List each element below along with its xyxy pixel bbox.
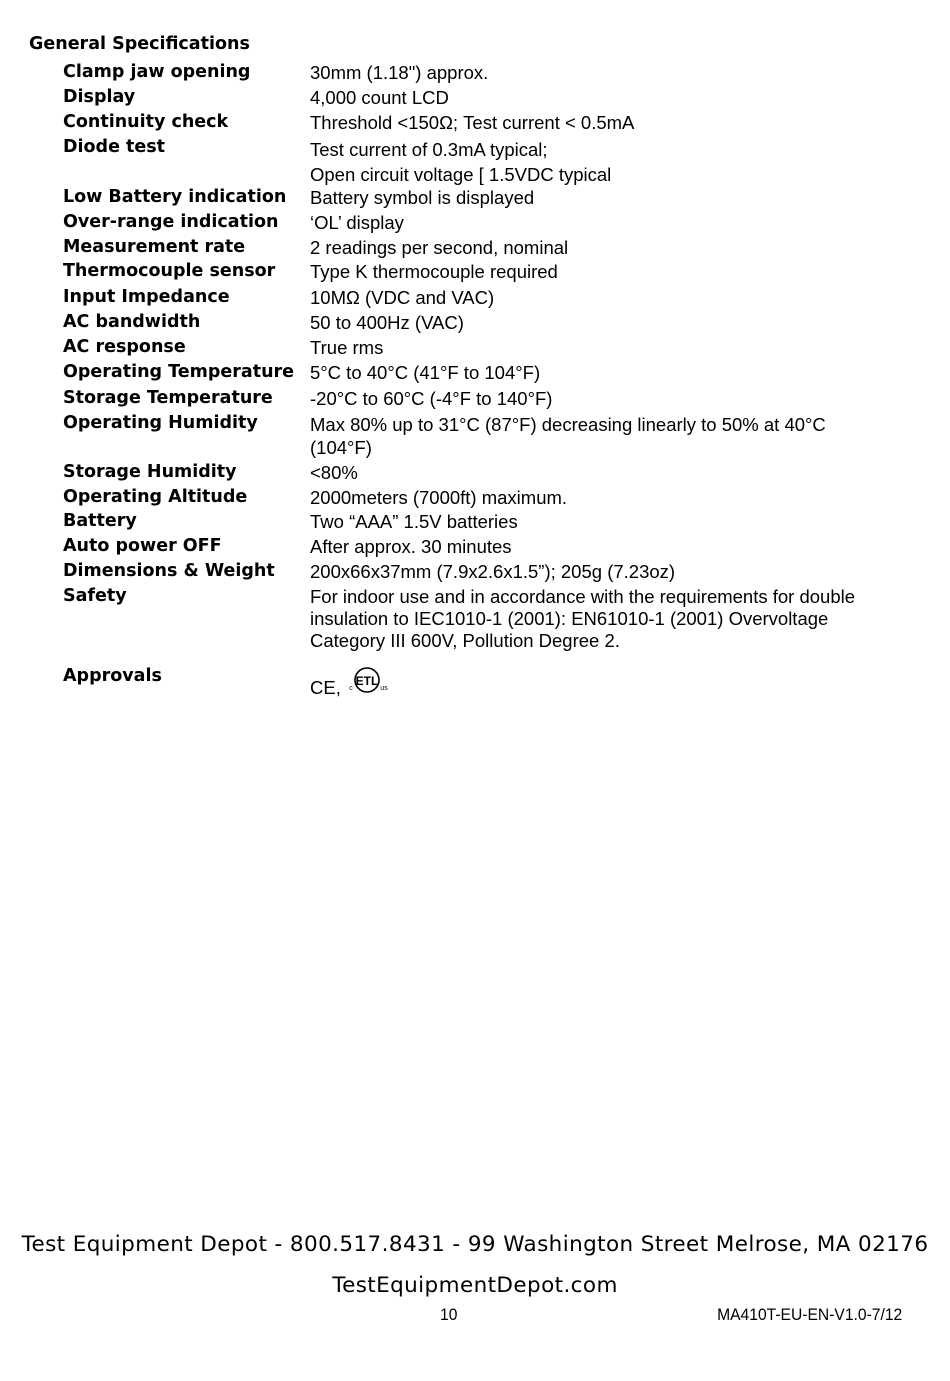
spec-value (310, 187, 900, 209)
svg-text:ETL: ETL (355, 674, 379, 688)
spec-value-line: 2 readings per second, nominal (310, 237, 569, 258)
spec-value-line: For indoor use and in accordance with the requirements for double (310, 586, 856, 607)
spec-value (310, 666, 900, 699)
spec-value-line: -20°C to 60°C (-4°F to 140°F) (310, 388, 553, 409)
spec-label: Storage Humidity (63, 462, 237, 482)
spec-value-line: Open circuit voltage [ 1.5VDC typical (310, 164, 612, 185)
spec-value-line: insulation to IEC1010-1 (2001): EN61010-1 (2001) Overvoltage (310, 608, 829, 629)
spec-value-line: Type K thermocouple required (310, 261, 558, 282)
spec-label: Low Battery indication (63, 187, 287, 207)
spec-value (310, 362, 900, 384)
spec-value-line: Threshold <150Ω; Test current < 0.5mA (310, 112, 635, 133)
spec-value (310, 487, 900, 509)
spec-value (310, 536, 900, 558)
document-code: MA410T-EU-EN-V1.0-7/12 (716, 1305, 902, 1324)
spec-value (310, 87, 900, 109)
spec-value (310, 212, 900, 234)
spec-value (310, 312, 900, 334)
spec-value-line: Test current of 0.3mA typical; (310, 139, 548, 160)
spec-label: Continuity check (63, 112, 229, 132)
spec-label: Auto power OFF (63, 536, 222, 556)
spec-value-line: After approx. 30 minutes (310, 536, 512, 557)
spec-value-line: 4,000 count LCD (310, 87, 449, 108)
spec-label: Over-range indication (63, 212, 279, 232)
spec-value-line: 10MΩ (VDC and VAC) (310, 287, 495, 308)
spec-label: Operating Humidity (63, 413, 258, 433)
spec-value (310, 112, 900, 134)
spec-value-line: 30mm (1.18") approx. (310, 62, 489, 83)
spec-value-line: <80% (310, 462, 358, 483)
section-heading: General Specifications (29, 34, 250, 54)
svg-text:us: us (380, 685, 388, 692)
spec-label: AC bandwidth (63, 312, 201, 332)
spec-value (310, 337, 900, 359)
spec-value (310, 462, 900, 484)
spec-label: Operating Altitude (63, 487, 248, 507)
spec-label: Measurement rate (63, 237, 246, 257)
spec-value-line: ‘OL’ display (310, 212, 404, 233)
spec-label: Input Impedance (63, 287, 230, 307)
spec-value (310, 413, 900, 459)
spec-value-line: Max 80% up to 31°C (87°F) decreasing linearly to 50% at 40°C (310, 414, 826, 435)
page-number: 10 (440, 1305, 458, 1324)
spec-value-line: Battery symbol is displayed (310, 187, 535, 208)
footer-contact: Test Equipment Depot - 800.517.8431 - 99 Washington Street Melrose, MA 02176 (21, 1232, 929, 1257)
spec-value-line: 50 to 400Hz (VAC) (310, 312, 464, 333)
spec-value-line: True rms (310, 337, 384, 358)
spec-label: Approvals (63, 666, 162, 686)
footer-website: TestEquipmentDepot.com (332, 1273, 618, 1298)
spec-value-line: 2000meters (7000ft) maximum. (310, 487, 568, 508)
spec-value-line: 200x66x37mm (7.9x2.6x1.5”); 205g (7.23oz) (310, 561, 676, 582)
spec-value (310, 137, 900, 187)
spec-label: Diode test (63, 137, 166, 157)
spec-label: Safety (63, 586, 127, 606)
spec-value (310, 62, 900, 84)
spec-label: Storage Temperature (63, 388, 273, 408)
svg-text:c: c (349, 685, 353, 692)
spec-value-line: CE, (310, 677, 341, 698)
spec-label: AC response (63, 337, 186, 357)
spec-value (310, 237, 900, 259)
spec-label: Display (63, 87, 136, 107)
spec-value-line: (104°F) (310, 437, 372, 458)
spec-label: Clamp jaw opening (63, 62, 251, 82)
spec-value (310, 586, 900, 652)
spec-label: Thermocouple sensor (63, 261, 276, 281)
spec-value (310, 388, 900, 410)
spec-value-line: Two “AAA” 1.5V batteries (310, 511, 518, 532)
spec-value (310, 261, 900, 283)
spec-value (310, 561, 900, 583)
spec-value (310, 511, 900, 533)
spec-label: Operating Temperature (63, 362, 295, 382)
etl-listed-mark-icon (345, 666, 389, 696)
spec-value-line: 5°C to 40°C (41°F to 104°F) (310, 362, 541, 383)
spec-label: Battery (63, 511, 137, 531)
spec-value-line: Category III 600V, Pollution Degree 2. (310, 630, 620, 651)
spec-label: Dimensions & Weight (63, 561, 275, 581)
spec-value (310, 287, 900, 309)
